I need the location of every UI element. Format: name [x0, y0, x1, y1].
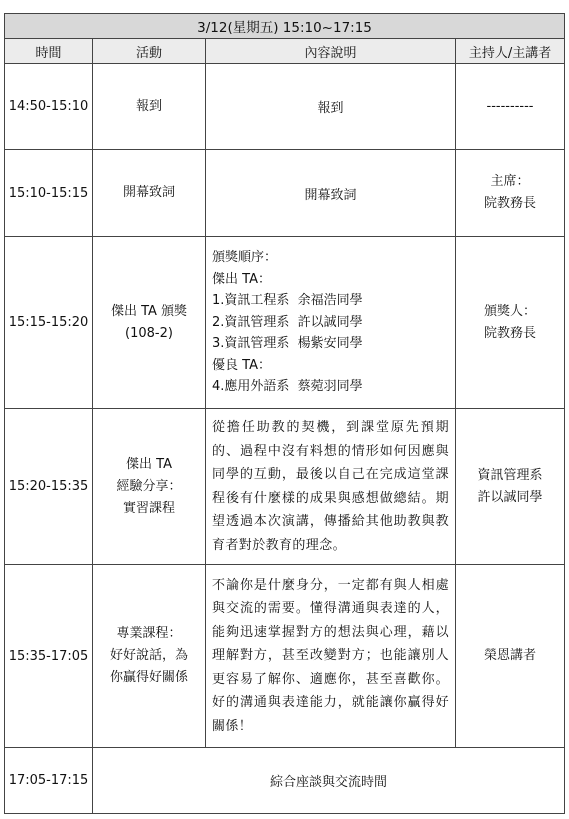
host-line: 院教務長: [484, 196, 537, 211]
content-line: 頒獎順序：: [212, 250, 278, 266]
activity-line: 開幕致詞: [122, 185, 175, 200]
activity-line: 傑出 TA: [126, 456, 172, 472]
date-title: 3/12(星期五) 15:10~17:15: [5, 14, 565, 39]
content-line: 優良 TA：: [212, 357, 271, 373]
host-line: 頒獎人：: [484, 303, 537, 319]
content-cell: [206, 150, 456, 237]
host-cell: [456, 409, 565, 565]
time-cell: 15:15-15:20: [5, 237, 93, 409]
table-row: [5, 748, 565, 814]
activity-cell: [93, 409, 206, 565]
table-row: [5, 64, 565, 150]
header-activity: 活動: [93, 39, 206, 64]
time-cell: 15:20-15:35: [5, 409, 93, 565]
activity-cell: [93, 64, 206, 150]
host-cell: [456, 64, 565, 150]
table-row: [5, 409, 565, 565]
host-cell: [456, 150, 565, 237]
activity-line: (108-2): [125, 325, 173, 341]
schedule-table: [4, 13, 565, 814]
table-row: [5, 565, 565, 748]
table-row: [5, 237, 565, 409]
content-line: 1.資訊工程系 余福浩同學: [212, 293, 363, 309]
activity-line: 實習課程: [122, 500, 175, 516]
content-line: 開幕致詞: [304, 187, 357, 203]
host-cell: [456, 565, 565, 748]
content-line: 報到: [317, 101, 344, 116]
activity-line: 傑出 TA 頒獎: [110, 303, 188, 319]
cropped-heading-fragment: [0, 0, 569, 6]
header-row: [5, 39, 565, 64]
host-line: ----------: [486, 98, 534, 114]
activity-line: 報到: [135, 98, 162, 114]
host-line: 資訊管理系: [477, 467, 543, 483]
content-line: 2.資訊管理系 許以誠同學: [212, 314, 363, 330]
time-cell: 17:05-17:15: [5, 748, 93, 814]
header-host: 主持人/主講者: [456, 39, 565, 64]
activity-cell: [93, 565, 206, 748]
time-cell: 15:35-17:05: [5, 565, 93, 748]
host-cell: [456, 237, 565, 409]
activity-cell: [93, 150, 206, 237]
activity-line: 你贏得好關係: [109, 670, 188, 685]
content-paragraph: 不論你是什麼身分，一定都有與人相處與交流的需要。懂得溝通與表達的人，能夠迅速掌握對方的想法與心理，藉以理解對方，甚至改變對方；也能讓別人更容易了解你、適應你，甚至喜歡你。好的溝通與表達能力，就能讓你贏得好關係！: [206, 565, 456, 748]
content-line: 4.應用外語系 蔡菀羽同學: [212, 379, 363, 395]
content-line: 3.資訊管理系 楊紫安同學: [212, 336, 363, 352]
host-line: 許以誠同學: [477, 489, 543, 505]
activity-line: 專業課程：: [116, 626, 182, 641]
activity-line: 好好說話，為: [109, 648, 188, 663]
merged-cell: 綜合座談與交流時間: [93, 748, 565, 814]
host-line: 主席：: [490, 174, 530, 189]
time-cell: 14:50-15:10: [5, 64, 93, 150]
content-cell: [206, 237, 456, 409]
time-cell: 15:10-15:15: [5, 150, 93, 237]
header-content: 內容說明: [206, 39, 456, 64]
content-cell: [206, 64, 456, 150]
header-time: 時間: [5, 39, 93, 64]
content-line: 傑出 TA：: [212, 271, 271, 287]
activity-line: 經驗分享：: [116, 478, 182, 494]
content-paragraph: 從擔任助教的契機，到課堂原先預期的、過程中沒有料想的情形如何因應與同學的互動，最後以自己在完成這堂課程後有什麼樣的成果與感想做總結。期望透過本次演講，傳播給其他助教與教育者對於教育的理念。: [206, 409, 456, 565]
table-row: [5, 150, 565, 237]
host-line: 院教務長: [484, 325, 537, 341]
activity-cell: [93, 237, 206, 409]
host-line: 榮恩講者: [484, 648, 537, 663]
